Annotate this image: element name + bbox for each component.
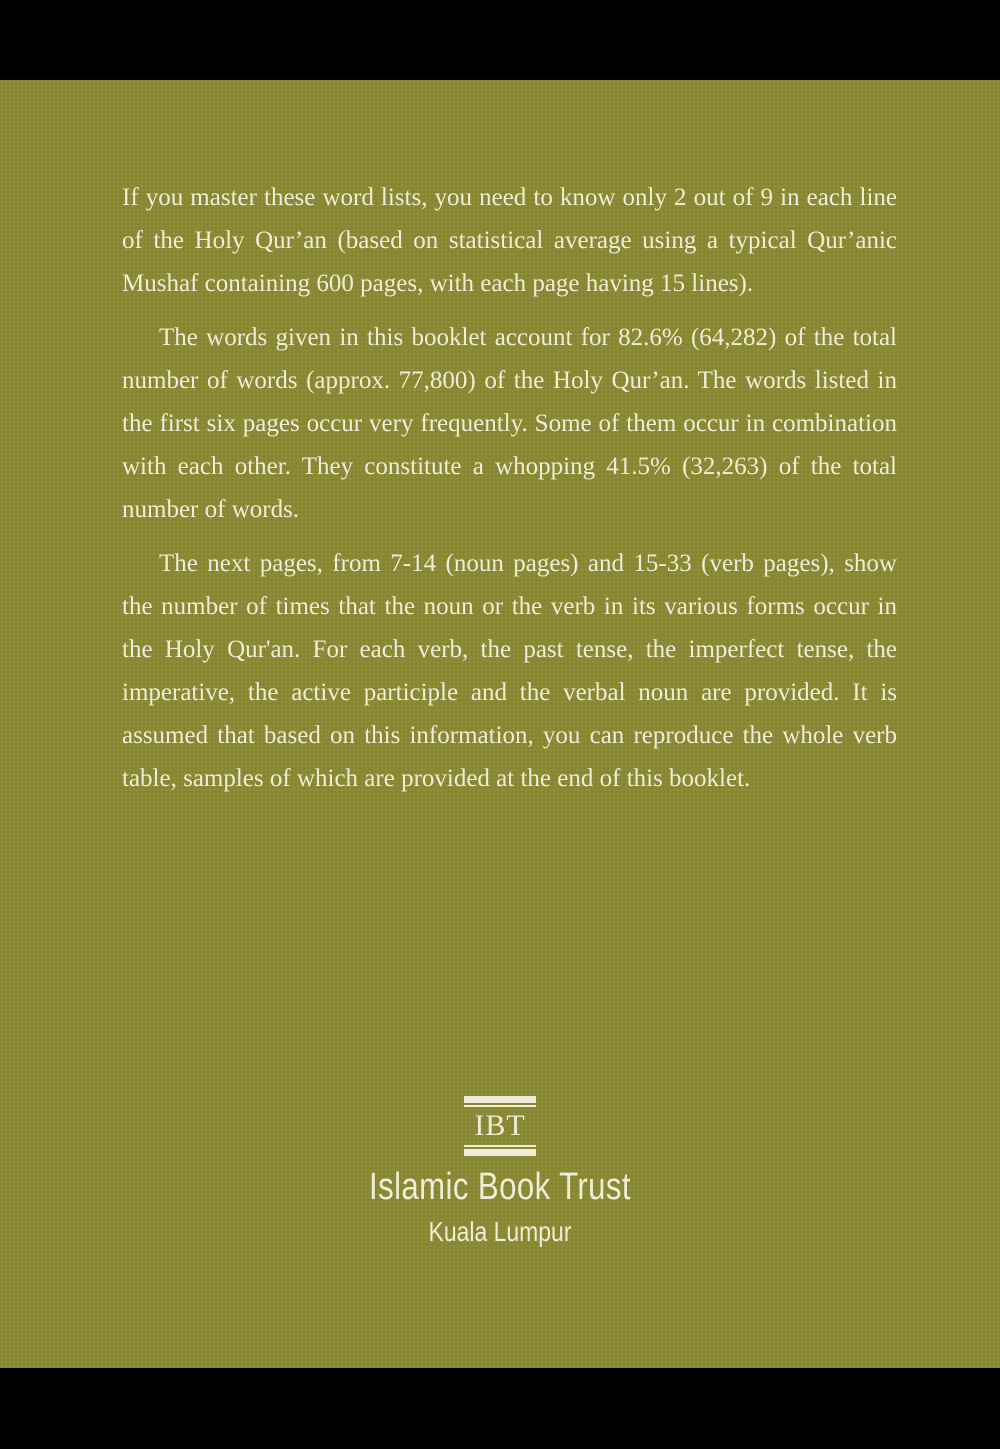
logo-letters: IBT (474, 1109, 526, 1142)
logo-top-bar (464, 1096, 536, 1105)
logo-bottom-bar (464, 1147, 536, 1156)
publisher-name: Islamic Book Trust (369, 1166, 631, 1208)
publisher-city: Kuala Lumpur (428, 1216, 572, 1247)
blurb-paragraph-2: The words given in this booklet account for 82.6% (64,282) of the total number of words (approx. 77,800) of the Holy Qur’an. The words listed in the first six pages occur very frequently. Some of them occur in combination with each other. They constitute a whopping 41.5% (32,263) of the total number of words. (122, 324, 897, 523)
blurb-paragraph-1: If you master these word lists, you need to know only 2 out of 9 in each line of the Holy Qur’an (based on statistical average using a typical Qur’anic Mushaf containing 600 pages, with each page having 15 lines). (122, 184, 897, 297)
publisher-block (0, 1096, 1000, 1250)
ibt-logo-icon (464, 1096, 536, 1156)
blurb-paragraph-3: The next pages, from 7-14 (noun pages) and 15-33 (verb pages), show the number of times that the noun or the verb in its various forms occur in the Holy Qur'an. For each verb, the past tense, the imperfect tense, the imperative, the active participle and the verbal noun are provided. It is assumed that based on this information, you can reproduce the whole verb table, samples of which are provided at the end of this booklet. (122, 550, 897, 792)
back-cover (0, 80, 1000, 1368)
cover-blurb (122, 176, 897, 811)
